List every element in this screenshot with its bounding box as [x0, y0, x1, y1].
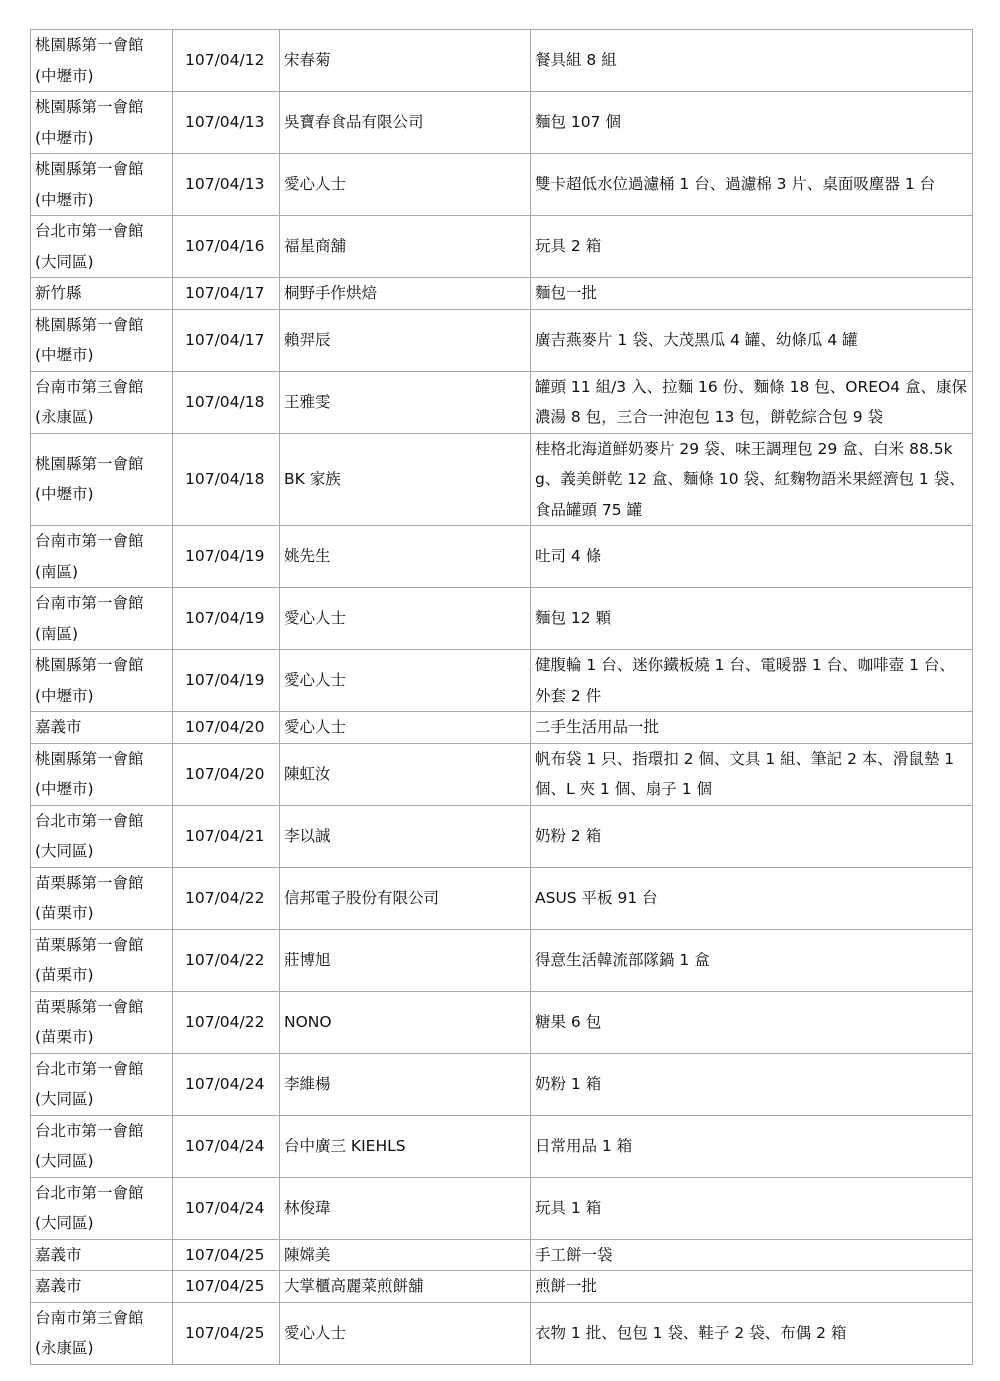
date-cell: 107/04/22: [173, 929, 280, 991]
table-row: [31, 1302, 973, 1364]
table-row: [31, 154, 973, 216]
branch-line: 台北市第一會館: [35, 1121, 144, 1140]
donor-cell: 愛心人士: [280, 650, 531, 712]
branch-cell: [31, 1271, 173, 1303]
branch-line: (苗栗市): [35, 966, 94, 984]
table-row: [31, 650, 973, 712]
branch-cell: [31, 588, 173, 650]
branch-cell: [31, 991, 173, 1053]
branch-line: 台北市第一會館: [35, 1059, 144, 1078]
items-cell: 奶粉 2 箱: [531, 805, 973, 867]
date-cell: 107/04/24: [173, 1053, 280, 1115]
branch-cell: [31, 278, 173, 310]
table-row: [31, 929, 973, 991]
table-row: [31, 278, 973, 310]
table-row: [31, 433, 973, 526]
table-row: [31, 712, 973, 744]
donor-cell: 李維楊: [280, 1053, 531, 1115]
branch-line: (大同區): [35, 1152, 94, 1170]
branch-cell: [31, 1177, 173, 1239]
branch-cell: [31, 743, 173, 805]
donor-cell: 李以誠: [280, 805, 531, 867]
donor-cell: 桐野手作烘焙: [280, 278, 531, 310]
date-cell: 107/04/24: [173, 1115, 280, 1177]
date-cell: 107/04/22: [173, 867, 280, 929]
items-cell: 手工餅一袋: [531, 1239, 973, 1271]
donor-cell: 台中廣三 KIEHLS: [280, 1115, 531, 1177]
table-row: [31, 743, 973, 805]
date-cell: 107/04/25: [173, 1271, 280, 1303]
branch-cell: [31, 433, 173, 526]
date-cell: 107/04/19: [173, 588, 280, 650]
items-cell: 桂格北海道鮮奶麥片 29 袋、味王調理包 29 盒、白米 88.5kg、義美餅乾 12 盒、麵條 10 袋、紅麴物語米果經濟包 1 袋、食品罐頭 75 罐: [531, 433, 973, 526]
donor-cell: 莊博旭: [280, 929, 531, 991]
branch-line: 桃園縣第一會館: [35, 98, 144, 116]
date-cell: 107/04/17: [173, 278, 280, 310]
items-cell: 吐司 4 條: [531, 526, 973, 588]
items-cell: 罐頭 11 組/3 入、拉麵 16 份、麵條 18 包、OREO4 盒、康保濃湯 8 包，三合一沖泡包 13 包，餅乾綜合包 9 袋: [531, 371, 973, 433]
branch-cell: [31, 92, 173, 154]
branch-line: 苗栗縣第一會館: [35, 935, 144, 954]
branch-line: 新竹縣: [35, 284, 82, 302]
branch-line: 苗栗縣第一會館: [35, 997, 144, 1016]
branch-line: 桃園縣第一會館: [35, 315, 144, 334]
branch-cell: [31, 371, 173, 433]
table-row: [31, 1053, 973, 1115]
donation-table: [30, 29, 973, 1365]
donor-cell: 姚先生: [280, 526, 531, 588]
table-row: [31, 371, 973, 433]
table-row: [31, 216, 973, 278]
table-row: [31, 1115, 973, 1177]
donor-cell: 賴羿辰: [280, 309, 531, 371]
branch-line: 桃園縣第一會館: [35, 656, 144, 674]
date-cell: 107/04/19: [173, 650, 280, 712]
items-cell: 健腹輪 1 台、迷你鐵板燒 1 台、電暖器 1 台、咖啡壺 1 台、外套 2 件: [531, 650, 973, 712]
branch-line: 台北市第一會館: [35, 811, 144, 830]
table-row: [31, 991, 973, 1053]
items-cell: 二手生活用品一批: [531, 712, 973, 744]
branch-line: 台北市第一會館: [35, 1183, 144, 1202]
items-cell: 麵包 107 個: [531, 92, 973, 154]
branch-cell: [31, 1053, 173, 1115]
branch-line: (中壢市): [35, 686, 94, 705]
branch-line: (大同區): [35, 1090, 94, 1108]
branch-line: (南區): [35, 562, 79, 581]
donor-cell: 愛心人士: [280, 154, 531, 216]
date-cell: 107/04/17: [173, 309, 280, 371]
branch-line: 苗栗縣第一會館: [35, 873, 144, 892]
branch-line: 桃園縣第一會館: [35, 454, 144, 473]
branch-line: (苗栗市): [35, 1028, 94, 1046]
branch-line: (中壢市): [35, 346, 94, 364]
donor-cell: 福星商舖: [280, 216, 531, 278]
table-row: [31, 1239, 973, 1271]
date-cell: 107/04/13: [173, 92, 280, 154]
branch-line: 桃園縣第一會館: [35, 160, 144, 178]
table-row: [31, 805, 973, 867]
items-cell: 日常用品 1 箱: [531, 1115, 973, 1177]
branch-cell: [31, 154, 173, 216]
branch-line: (中壢市): [35, 780, 94, 798]
items-cell: 餐具組 8 組: [531, 30, 973, 92]
branch-cell: [31, 1115, 173, 1177]
branch-line: (大同區): [35, 252, 94, 271]
items-cell: 雙卡超低水位過濾桶 1 台、過濾棉 3 片、桌面吸塵器 1 台: [531, 154, 973, 216]
branch-cell: [31, 526, 173, 588]
branch-line: 台南市第三會館: [35, 1308, 144, 1327]
items-cell: 糖果 6 包: [531, 991, 973, 1053]
donor-cell: NONO: [280, 991, 531, 1053]
donor-cell: 林俊瑋: [280, 1177, 531, 1239]
branch-line: 嘉義市: [35, 718, 82, 736]
branch-cell: [31, 1239, 173, 1271]
items-cell: 得意生活韓流部隊鍋 1 盒: [531, 929, 973, 991]
branch-cell: [31, 216, 173, 278]
branch-line: (苗栗市): [35, 904, 94, 922]
branch-cell: [31, 309, 173, 371]
branch-line: 台南市第三會館: [35, 377, 144, 396]
branch-line: (南區): [35, 624, 79, 643]
table-row: [31, 867, 973, 929]
date-cell: 107/04/18: [173, 371, 280, 433]
items-cell: 煎餅一批: [531, 1271, 973, 1303]
date-cell: 107/04/21: [173, 805, 280, 867]
date-cell: 107/04/20: [173, 712, 280, 744]
donor-cell: 愛心人士: [280, 1302, 531, 1364]
branch-line: 桃園縣第一會館: [35, 749, 144, 768]
donation-table-body: [31, 30, 973, 1365]
branch-cell: [31, 712, 173, 744]
donor-cell: 宋春菊: [280, 30, 531, 92]
date-cell: 107/04/24: [173, 1177, 280, 1239]
donor-cell: 大掌櫃高麗菜煎餅舖: [280, 1271, 531, 1303]
items-cell: 玩具 2 箱: [531, 216, 973, 278]
table-row: [31, 30, 973, 92]
branch-cell: [31, 30, 173, 92]
table-row: [31, 92, 973, 154]
items-cell: 衣物 1 批、包包 1 袋、鞋子 2 袋、布偶 2 箱: [531, 1302, 973, 1364]
items-cell: 廣吉燕麥片 1 袋、大茂黑瓜 4 罐、幼條瓜 4 罐: [531, 309, 973, 371]
branch-line: 嘉義市: [35, 1245, 82, 1264]
date-cell: 107/04/19: [173, 526, 280, 588]
date-cell: 107/04/13: [173, 154, 280, 216]
branch-line: (中壢市): [35, 485, 94, 504]
branch-line: 台北市第一會館: [35, 222, 144, 240]
branch-line: 桃園縣第一會館: [35, 36, 144, 54]
donor-cell: 陳嫦美: [280, 1239, 531, 1271]
items-cell: 奶粉 1 箱: [531, 1053, 973, 1115]
branch-cell: [31, 867, 173, 929]
branch-line: (大同區): [35, 842, 94, 860]
donor-cell: 陳虹汝: [280, 743, 531, 805]
items-cell: ASUS 平板 91 台: [531, 867, 973, 929]
date-cell: 107/04/16: [173, 216, 280, 278]
branch-line: (中壢市): [35, 66, 94, 85]
branch-cell: [31, 805, 173, 867]
date-cell: 107/04/22: [173, 991, 280, 1053]
date-cell: 107/04/25: [173, 1239, 280, 1271]
donor-cell: 信邦電子股份有限公司: [280, 867, 531, 929]
branch-cell: [31, 1302, 173, 1364]
branch-line: (中壢市): [35, 128, 94, 147]
date-cell: 107/04/25: [173, 1302, 280, 1364]
donor-cell: 王雅雯: [280, 371, 531, 433]
branch-line: 台南市第一會館: [35, 532, 144, 550]
branch-cell: [31, 929, 173, 991]
items-cell: 玩具 1 箱: [531, 1177, 973, 1239]
donor-cell: BK 家族: [280, 433, 531, 526]
branch-line: 台南市第一會館: [35, 594, 144, 612]
date-cell: 107/04/18: [173, 433, 280, 526]
date-cell: 107/04/20: [173, 743, 280, 805]
date-cell: 107/04/12: [173, 30, 280, 92]
branch-cell: [31, 650, 173, 712]
donor-cell: 愛心人士: [280, 588, 531, 650]
table-row: [31, 1177, 973, 1239]
branch-line: (中壢市): [35, 190, 94, 209]
items-cell: 麵包 12 顆: [531, 588, 973, 650]
branch-line: (永康區): [35, 408, 94, 426]
donor-cell: 愛心人士: [280, 712, 531, 744]
branch-line: 嘉義市: [35, 1277, 82, 1295]
items-cell: 帆布袋 1 只、指環扣 2 個、文具 1 組、筆記 2 本、滑鼠墊 1 個、L 夾 1 個、扇子 1 個: [531, 743, 973, 805]
branch-line: (永康區): [35, 1339, 94, 1357]
document-page: [30, 29, 972, 1365]
branch-line: (大同區): [35, 1214, 94, 1232]
table-row: [31, 309, 973, 371]
table-row: [31, 1271, 973, 1303]
table-row: [31, 588, 973, 650]
donor-cell: 吳寶春食品有限公司: [280, 92, 531, 154]
items-cell: 麵包一批: [531, 278, 973, 310]
table-row: [31, 526, 973, 588]
